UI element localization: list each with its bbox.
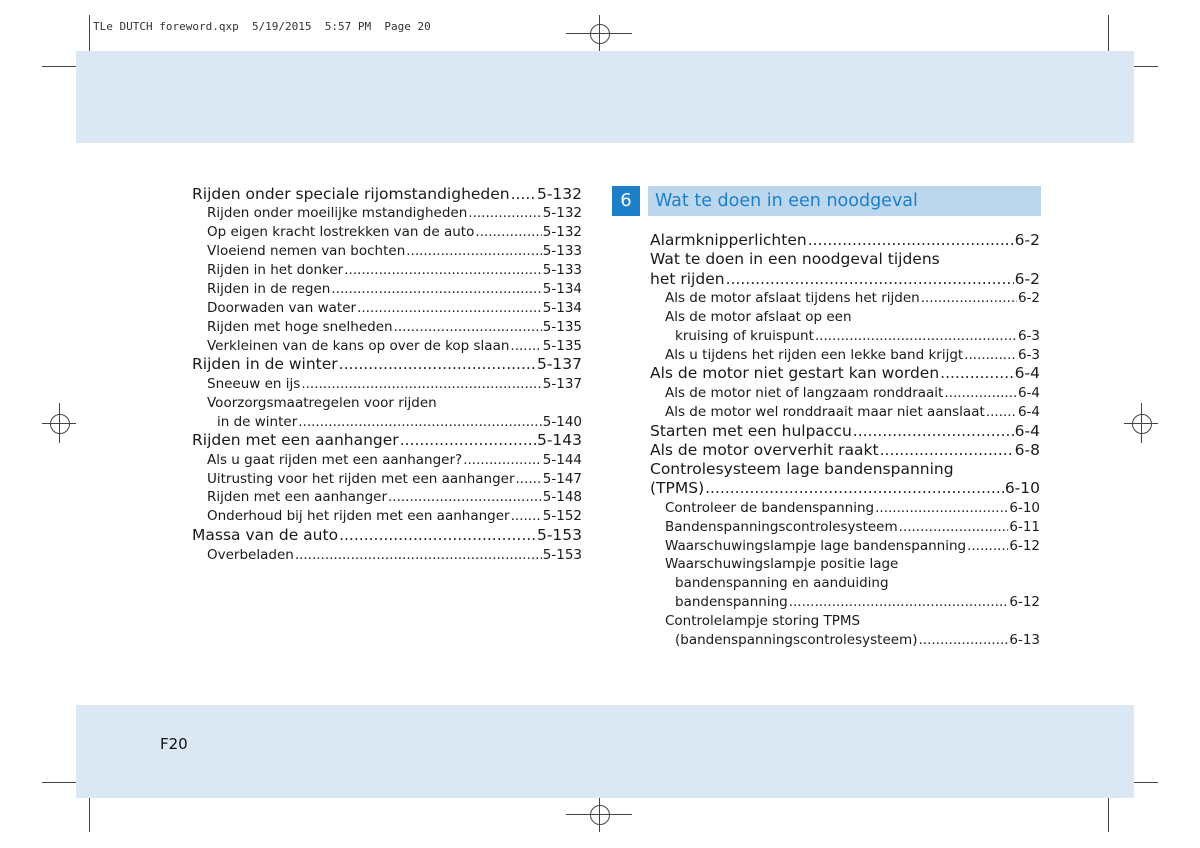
toc-entry-title: Wat te doen in een noodgeval tijdens — [650, 250, 940, 269]
toc-entry[interactable] — [192, 451, 582, 470]
toc-entry-page: 6-4 — [1014, 421, 1040, 440]
toc-entry-page: 5-132 — [542, 224, 582, 241]
toc-entry-page: 6-10 — [1004, 479, 1040, 498]
toc-entry[interactable] — [650, 250, 1040, 269]
toc-entry-title: het rijden — [650, 269, 725, 288]
toc-entry-title: Controlelampje storing TPMS — [665, 613, 861, 630]
toc-entry-title: in de winter — [217, 413, 298, 430]
toc-entry[interactable] — [192, 355, 582, 374]
toc-entry[interactable] — [192, 546, 582, 565]
toc-entry-title: Sneeuw en ijs — [207, 375, 301, 392]
toc-entry[interactable] — [650, 289, 1040, 308]
toc-entry-page: 5-134 — [542, 280, 582, 297]
toc-entry-page: 6-4 — [1014, 364, 1040, 383]
toc-entry[interactable] — [192, 223, 582, 242]
dot-leader — [918, 631, 1008, 650]
header-band — [76, 51, 1134, 143]
chapter-number: 6 — [612, 186, 640, 216]
toc-entry-page: 5-133 — [542, 243, 582, 260]
dot-leader — [339, 526, 536, 545]
toc-entry[interactable] — [650, 518, 1040, 537]
toc-entry[interactable] — [650, 441, 1040, 460]
toc-entry-title: bandenspanning en aanduiding — [675, 575, 889, 592]
toc-entry[interactable] — [650, 403, 1040, 422]
toc-entry[interactable] — [192, 299, 582, 318]
toc-entry[interactable] — [192, 431, 582, 450]
toc-entry[interactable] — [192, 488, 582, 507]
dot-leader — [339, 355, 536, 374]
toc-entry-page: 5-140 — [542, 413, 582, 430]
dot-leader — [475, 223, 541, 242]
toc-entry-title: Rijden onder speciale rijomstandigheden — [192, 185, 510, 203]
toc-entry-title: kruising of kruispunt — [675, 327, 814, 344]
toc-entry-title: Rijden in de winter — [192, 355, 338, 374]
print-slug: TLe DUTCH foreword.qxp 5/19/2015 5:57 PM Page 20 — [93, 20, 431, 33]
dot-leader — [394, 318, 542, 337]
toc-entry[interactable] — [650, 422, 1040, 441]
toc-entry-page: 6-3 — [1017, 346, 1040, 363]
toc-entry[interactable] — [192, 526, 582, 545]
dot-leader — [511, 507, 542, 526]
toc-entry[interactable] — [192, 375, 582, 394]
dot-leader — [880, 441, 1014, 460]
dot-leader — [815, 327, 1017, 346]
toc-entry-page: 6-4 — [1017, 384, 1040, 401]
toc-entry-title: Controleer de bandenspanning — [665, 499, 875, 516]
toc-entry[interactable] — [650, 479, 1040, 498]
toc-left-column — [192, 185, 582, 564]
toc-entry[interactable] — [192, 261, 582, 280]
toc-right-column — [650, 231, 1040, 650]
toc-entry-page: 5-153 — [536, 526, 582, 545]
dot-leader — [726, 270, 1014, 289]
toc-entry-title: (TPMS) — [650, 479, 705, 498]
toc-entry[interactable] — [650, 537, 1040, 556]
toc-entry-title: Als u gaat rijden met een aanhanger? — [207, 451, 463, 468]
dot-leader — [406, 242, 542, 261]
toc-entry-title: Alarmknipperlichten — [650, 231, 807, 249]
toc-entry-title: Waarschuwingslampje lage bandenspanning — [665, 537, 967, 554]
toc-entry-title: Als de motor wel ronddraait maar niet aanslaat — [665, 403, 985, 420]
dot-leader — [400, 431, 536, 450]
toc-entry-title: Als de motor niet of langzaam ronddraait — [665, 384, 944, 401]
toc-entry-title: Als de motor afslaat tijdens het rijden — [665, 289, 920, 306]
dot-leader — [463, 451, 542, 470]
dot-leader — [940, 364, 1014, 383]
toc-entry[interactable] — [192, 470, 582, 489]
dot-leader — [944, 384, 1017, 403]
toc-entry-page: 5-137 — [542, 375, 582, 392]
dot-leader — [875, 499, 1008, 518]
dot-leader — [853, 422, 1014, 441]
toc-entry-title: Voorzorgsmaatregelen voor rijden — [207, 394, 437, 411]
toc-entry[interactable] — [650, 555, 1040, 574]
dot-leader — [331, 280, 541, 299]
toc-entry-page: 6-13 — [1009, 631, 1040, 648]
toc-entry[interactable] — [650, 631, 1040, 650]
toc-entry[interactable] — [192, 394, 582, 413]
dot-leader — [921, 289, 1017, 308]
toc-entry-page: 6-2 — [1014, 269, 1040, 288]
footer-band — [76, 705, 1134, 798]
toc-entry-title: Doorwaden van water — [207, 299, 357, 316]
toc-entry-page: 5-135 — [542, 318, 582, 335]
toc-entry-page: 6-12 — [1009, 537, 1040, 554]
toc-entry[interactable] — [192, 204, 582, 223]
toc-entry-page: 5-143 — [536, 431, 582, 450]
dot-leader — [301, 375, 541, 394]
toc-entry-title: Rijden met een aanhanger — [192, 431, 399, 450]
toc-entry-title: (bandenspanningscontrolesysteem) — [675, 631, 918, 648]
toc-entry-title: Als de motor oververhit raakt — [650, 440, 879, 459]
toc-entry-title: Overbeladen — [207, 546, 294, 563]
toc-entry-title: Rijden in de regen — [207, 280, 331, 297]
chapter-title: Wat te doen in een noodgeval — [655, 191, 918, 211]
toc-entry[interactable] — [192, 318, 582, 337]
dot-leader — [357, 299, 542, 318]
toc-entry-title: Rijden in het donker — [207, 261, 344, 278]
dot-leader — [967, 537, 1008, 556]
toc-entry[interactable] — [650, 364, 1040, 383]
toc-entry[interactable] — [650, 593, 1040, 612]
toc-entry[interactable] — [650, 460, 1040, 479]
toc-entry-title: Rijden met hoge snelheden — [207, 318, 393, 335]
dot-leader — [808, 231, 1014, 250]
toc-entry-title: bandenspanning — [675, 594, 788, 611]
toc-entry-title: Starten met een hulpaccu — [650, 421, 852, 440]
toc-entry-page: 5-135 — [542, 337, 582, 354]
toc-entry[interactable] — [192, 185, 582, 204]
toc-entry-page: 6-2 — [1017, 289, 1040, 306]
toc-entry-page: 6-3 — [1017, 327, 1040, 344]
toc-entry[interactable] — [650, 384, 1040, 403]
dot-leader — [899, 518, 1009, 537]
toc-entry[interactable] — [650, 270, 1040, 289]
toc-entry-title: Vloeiend nemen van bochten — [207, 243, 406, 260]
toc-entry-title: Verkleinen van de kans op over de kop slaan — [207, 337, 510, 354]
toc-entry[interactable] — [650, 327, 1040, 346]
toc-entry-page: 5-152 — [542, 508, 582, 525]
toc-entry[interactable] — [650, 346, 1040, 365]
toc-entry-page: 5-153 — [542, 546, 582, 563]
toc-entry-page: 6-2 — [1014, 231, 1040, 249]
dot-leader — [964, 346, 1017, 365]
toc-entry-page: 6-10 — [1009, 499, 1040, 516]
toc-entry[interactable] — [650, 574, 1040, 593]
toc-entry-page: 5-144 — [542, 451, 582, 468]
toc-entry-page: 6-12 — [1009, 594, 1040, 611]
toc-entry-page: 5-148 — [542, 489, 582, 506]
dot-leader — [705, 479, 1004, 498]
toc-entry-title: Op eigen kracht lostrekken van de auto — [207, 224, 475, 241]
dot-leader — [295, 546, 542, 565]
dot-leader — [511, 185, 536, 204]
toc-entry-title: Waarschuwingslampje positie lage — [665, 556, 899, 573]
toc-entry-page: 5-137 — [536, 355, 582, 374]
toc-entry[interactable] — [192, 280, 582, 299]
page-number: F20 — [160, 735, 188, 753]
toc-entry-title: Controlesysteem lage bandenspanning — [650, 460, 954, 479]
chapter-heading — [612, 186, 1042, 216]
toc-entry-title: Massa van de auto — [192, 526, 339, 545]
toc-entry[interactable] — [650, 231, 1040, 250]
dot-leader — [388, 488, 542, 507]
toc-entry-page: 6-8 — [1014, 440, 1040, 459]
toc-entry-page: 5-133 — [542, 261, 582, 278]
toc-entry-title: Als de motor afslaat op een — [665, 308, 852, 325]
toc-entry-title: Onderhoud bij het rijden met een aanhanger — [207, 508, 510, 525]
dot-leader — [516, 470, 542, 489]
toc-entry-title: Rijden onder moeilijke mstandigheden — [207, 205, 468, 222]
dot-leader — [986, 403, 1017, 422]
toc-entry-title: Als de motor niet gestart kan worden — [650, 364, 940, 383]
toc-entry[interactable] — [192, 413, 582, 432]
toc-entry[interactable] — [192, 337, 582, 356]
toc-entry[interactable] — [192, 242, 582, 261]
toc-entry-title: Rijden met een aanhanger — [207, 489, 388, 506]
toc-entry-page: 5-132 — [536, 185, 582, 203]
toc-entry[interactable] — [650, 499, 1040, 518]
dot-leader — [510, 337, 541, 356]
toc-entry[interactable] — [192, 507, 582, 526]
toc-entry-title: Als u tijdens het rijden een lekke band krijgt — [665, 346, 964, 363]
toc-entry[interactable] — [650, 612, 1040, 631]
dot-leader — [344, 261, 542, 280]
toc-entry-page: 6-11 — [1009, 518, 1040, 535]
toc-entry[interactable] — [650, 308, 1040, 327]
toc-entry-title: Uitrusting voor het rijden met een aanhanger — [207, 470, 515, 487]
dot-leader — [298, 413, 542, 432]
toc-entry-title: Bandenspanningscontrolesysteem — [665, 518, 898, 535]
toc-entry-page: 6-4 — [1017, 403, 1040, 420]
dot-leader — [468, 204, 541, 223]
dot-leader — [789, 593, 1009, 612]
toc-entry-page: 5-134 — [542, 299, 582, 316]
toc-entry-page: 5-147 — [542, 470, 582, 487]
toc-entry-page: 5-132 — [542, 205, 582, 222]
